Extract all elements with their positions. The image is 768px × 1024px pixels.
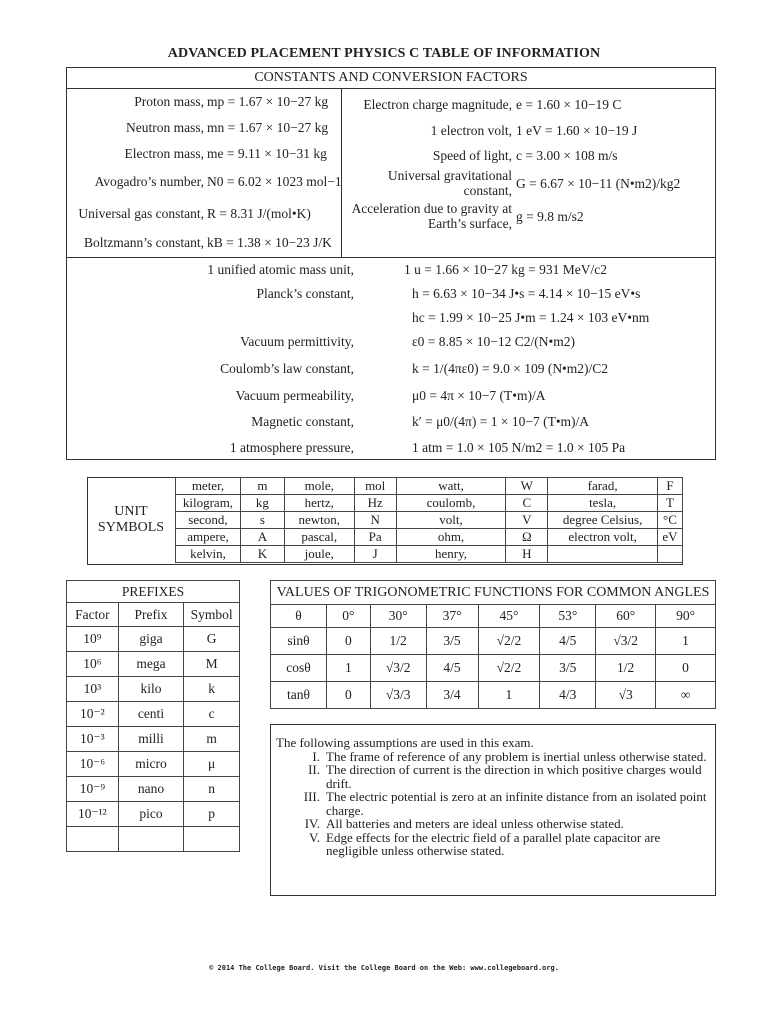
column-header: 90°: [656, 605, 716, 628]
table-row: [67, 677, 240, 702]
constant-value: hc = 1.99 × 10−25 J•m = 1.24 × 103 eV•nm: [412, 310, 650, 325]
constant-label: Coulomb’s law constant,: [220, 361, 354, 376]
table-row: [67, 652, 240, 677]
table-cell: 3/5: [540, 655, 596, 682]
footer: © 2014 The College Board. Visit the College Board on the Web: www.collegeboard.org.: [209, 964, 559, 972]
constant-label: Avogadro’s number,: [94, 174, 204, 189]
column-header: 45°: [478, 605, 540, 628]
table-cell: μ: [184, 752, 240, 777]
constant-value: R = 8.31 J/(mol•K): [207, 206, 311, 221]
table-cell: K: [240, 546, 284, 563]
table-cell: degree Celsius,: [548, 512, 658, 529]
table-cell: Ω: [506, 529, 548, 546]
table-cell: joule,: [284, 546, 354, 563]
column-header: Prefix: [118, 603, 183, 627]
assumptions-text: [276, 736, 712, 858]
table-cell: 10⁻³: [67, 727, 119, 752]
constant-label: Boltzmann’s constant,: [84, 235, 204, 250]
constant-value: me = 9.11 × 10−31 kg: [207, 146, 327, 161]
table-row: [67, 627, 240, 652]
constant-label: 1 atmosphere pressure,: [229, 440, 354, 455]
table-cell: mol: [354, 478, 396, 495]
table-cell: c: [184, 702, 240, 727]
table-row: [67, 581, 240, 603]
table-cell: 1: [656, 628, 716, 655]
constant-label: Electron charge magnitude,: [363, 97, 512, 112]
table-cell: 0: [656, 655, 716, 682]
table-cell: centi: [118, 702, 183, 727]
table-cell: √3: [596, 682, 656, 709]
column-header: 53°: [540, 605, 596, 628]
constant-value: 1 u = 1.66 × 10−27 kg = 931 MeV/c2: [404, 262, 607, 277]
constant-value: N0 = 6.02 × 1023 mol−1: [207, 174, 342, 189]
table-cell: G: [184, 627, 240, 652]
table-cell: √3/2: [596, 628, 656, 655]
constant-label: 1 unified atomic mass unit,: [207, 262, 354, 277]
constant-label: Vacuum permittivity,: [240, 334, 354, 349]
column-header: 30°: [370, 605, 426, 628]
table-cell: tesla,: [548, 495, 658, 512]
table-cell: F: [657, 478, 682, 495]
constant-value: μ0 = 4π × 10−7 (T•m)/A: [412, 388, 546, 403]
constant-label: Electron mass,: [124, 146, 204, 161]
constant-label: Planck’s constant,: [256, 286, 354, 301]
constant-label: Acceleration due to gravity at Earth’s surface,: [351, 201, 512, 231]
table-cell: ∞: [656, 682, 716, 709]
assumption-item: [276, 750, 712, 764]
table-cell: kelvin,: [176, 546, 241, 563]
constant-label: Speed of light,: [432, 148, 512, 163]
trig-table: [270, 580, 716, 709]
table-cell: micro: [118, 752, 183, 777]
table-row: [271, 581, 716, 605]
constant-value: k = 1/(4πε0) = 9.0 × 109 (N•m2)/C2: [412, 361, 609, 376]
assumption-item: [276, 817, 712, 831]
table-cell: kilogram,: [176, 495, 241, 512]
table-cell: [67, 827, 119, 852]
table-cell: ampere,: [176, 529, 241, 546]
table-cell: sinθ: [271, 628, 327, 655]
table-cell: W: [506, 478, 548, 495]
table-cell: ohm,: [396, 529, 506, 546]
table-cell: Pa: [354, 529, 396, 546]
unit-symbols-label: UNIT SYMBOLS: [97, 504, 165, 535]
table-cell: C: [506, 495, 548, 512]
table-cell: kg: [240, 495, 284, 512]
table-row: [271, 605, 716, 628]
assumption-text: All batteries and meters are ideal unless otherwise stated.: [326, 816, 624, 831]
table-row: [67, 777, 240, 802]
constant-label: Neutron mass,: [126, 120, 204, 135]
table-cell: J: [354, 546, 396, 563]
constant-value: kB = 1.38 × 10−23 J/K: [207, 235, 332, 250]
table-cell: s: [240, 512, 284, 529]
assumption-text: The electric potential is zero at an infinite distance from an isolated point charge.: [326, 789, 707, 818]
table-row: [67, 727, 240, 752]
table-cell: tanθ: [271, 682, 327, 709]
table-cell: 10⁻⁹: [67, 777, 119, 802]
constants-header: CONSTANTS AND CONVERSION FACTORS: [254, 70, 528, 85]
constant-value: h = 6.63 × 10−34 J•s = 4.14 × 10−15 eV•s: [412, 286, 641, 301]
constant-value: ε0 = 8.85 × 10−12 C2/(N•m2): [412, 334, 575, 349]
column-header: 60°: [596, 605, 656, 628]
constant-value: e = 1.60 × 10−19 C: [516, 97, 622, 112]
column-header: 37°: [426, 605, 478, 628]
table-cell: Hz: [354, 495, 396, 512]
table-cell: N: [354, 512, 396, 529]
table-row: [176, 546, 683, 563]
table-cell: 10⁻⁶: [67, 752, 119, 777]
constant-value: g = 9.8 m/s2: [516, 209, 584, 224]
table-cell: 3/4: [426, 682, 478, 709]
constant-value: mp = 1.67 × 10−27 kg: [207, 94, 329, 109]
assumption-item: [276, 790, 712, 817]
table-cell: √2/2: [478, 655, 540, 682]
constant-value: c = 3.00 × 108 m/s: [516, 148, 618, 163]
table-cell: p: [184, 802, 240, 827]
table-cell: 10⁹: [67, 627, 119, 652]
constant-label: 1 electron volt,: [430, 123, 512, 138]
column-header: Symbol: [184, 603, 240, 627]
table-cell: electron volt,: [548, 529, 658, 546]
table-cell: 0: [326, 682, 370, 709]
constant-value: G = 6.67 × 10−11 (N•m2)/kg2: [516, 176, 681, 191]
table-cell: √3/2: [370, 655, 426, 682]
table-cell: M: [184, 652, 240, 677]
table-cell: m: [184, 727, 240, 752]
assumption-number: V.: [309, 829, 320, 845]
table-cell: T: [657, 495, 682, 512]
table-cell: 1/2: [596, 655, 656, 682]
table-cell: A: [240, 529, 284, 546]
table-cell: 10⁶: [67, 652, 119, 677]
table-cell: second,: [176, 512, 241, 529]
table-cell: V: [506, 512, 548, 529]
constant-label: Magnetic constant,: [251, 414, 354, 429]
table-cell: meter,: [176, 478, 241, 495]
table-row: [67, 827, 240, 852]
page-title: ADVANCED PLACEMENT PHYSICS C TABLE OF INFORMATION: [167, 46, 601, 61]
table-cell: farad,: [548, 478, 658, 495]
table-cell: √3/3: [370, 682, 426, 709]
trig-header: VALUES OF TRIGONOMETRIC FUNCTIONS FOR COMMON ANGLES: [271, 581, 716, 605]
table-cell: cosθ: [271, 655, 327, 682]
constant-value: mn = 1.67 × 10−27 kg: [207, 120, 329, 135]
column-header: Factor: [67, 603, 119, 627]
table-cell: watt,: [396, 478, 506, 495]
assumption-number: II.: [308, 762, 320, 777]
table-cell: kilo: [118, 677, 183, 702]
table-cell: 10⁻¹²: [67, 802, 119, 827]
table-cell: [548, 546, 658, 563]
constant-value: 1 eV = 1.60 × 10−19 J: [516, 123, 638, 138]
table-cell: m: [240, 478, 284, 495]
table-row: [271, 682, 716, 709]
column-header: θ: [271, 605, 327, 628]
table-cell: [657, 546, 682, 563]
table-row: [271, 655, 716, 682]
table-row: [67, 802, 240, 827]
table-cell: pico: [118, 802, 183, 827]
table-cell: H: [506, 546, 548, 563]
table-cell: henry,: [396, 546, 506, 563]
assumption-text: The direction of current is the direction in which positive charges would drift.: [326, 762, 702, 791]
table-cell: 1: [326, 655, 370, 682]
table-row: [67, 603, 240, 627]
table-cell: 10⁻²: [67, 702, 119, 727]
table-row: [176, 478, 683, 495]
table-cell: volt,: [396, 512, 506, 529]
table-cell: [118, 827, 183, 852]
table-row: [176, 529, 683, 546]
table-cell: giga: [118, 627, 183, 652]
table-cell: coulomb,: [396, 495, 506, 512]
table-cell: hertz,: [284, 495, 354, 512]
table-cell: nano: [118, 777, 183, 802]
constant-value: k′ = μ0/(4π) = 1 × 10−7 (T•m)/A: [412, 414, 590, 429]
table-cell: √2/2: [478, 628, 540, 655]
table-cell: 1/2: [370, 628, 426, 655]
assumption-item: [276, 763, 712, 790]
constant-label: Vacuum permeability,: [235, 388, 354, 403]
table-row: [176, 495, 683, 512]
assumptions-intro: The following assumptions are used in this exam.: [276, 735, 534, 750]
constant-value: 1 atm = 1.0 × 105 N/m2 = 1.0 × 105 Pa: [412, 440, 626, 455]
assumption-number: IV.: [304, 816, 320, 831]
assumption-text: Edge effects for the electric field of a parallel plate capacitor are negligible unless otherwise stated.: [326, 829, 661, 858]
table-cell: [184, 827, 240, 852]
assumption-number: I.: [312, 748, 320, 764]
table-cell: 4/5: [426, 655, 478, 682]
table-cell: n: [184, 777, 240, 802]
table-cell: °C: [657, 512, 682, 529]
table-cell: 1: [478, 682, 540, 709]
assumption-item: [276, 831, 712, 858]
table-cell: k: [184, 677, 240, 702]
table-cell: newton,: [284, 512, 354, 529]
table-row: [67, 702, 240, 727]
unit-symbols-table: [175, 477, 683, 563]
assumption-number: III.: [303, 789, 320, 804]
table-cell: milli: [118, 727, 183, 752]
table-row: [271, 628, 716, 655]
table-cell: eV: [657, 529, 682, 546]
constant-label: Universal gravitational constant,: [387, 168, 512, 198]
table-row: [67, 752, 240, 777]
table-cell: mega: [118, 652, 183, 677]
table-cell: 10³: [67, 677, 119, 702]
constant-label: Universal gas constant,: [78, 206, 204, 221]
table-cell: 0: [326, 628, 370, 655]
table-row: [176, 512, 683, 529]
table-cell: pascal,: [284, 529, 354, 546]
table-cell: mole,: [284, 478, 354, 495]
prefixes-header: PREFIXES: [67, 581, 240, 603]
table-cell: 3/5: [426, 628, 478, 655]
table-cell: 4/5: [540, 628, 596, 655]
assumption-text: The frame of reference of any problem is inertial unless otherwise stated.: [326, 748, 707, 764]
prefixes-table: [66, 580, 240, 852]
column-header: 0°: [326, 605, 370, 628]
constant-label: Proton mass,: [134, 94, 204, 109]
table-cell: 4/3: [540, 682, 596, 709]
